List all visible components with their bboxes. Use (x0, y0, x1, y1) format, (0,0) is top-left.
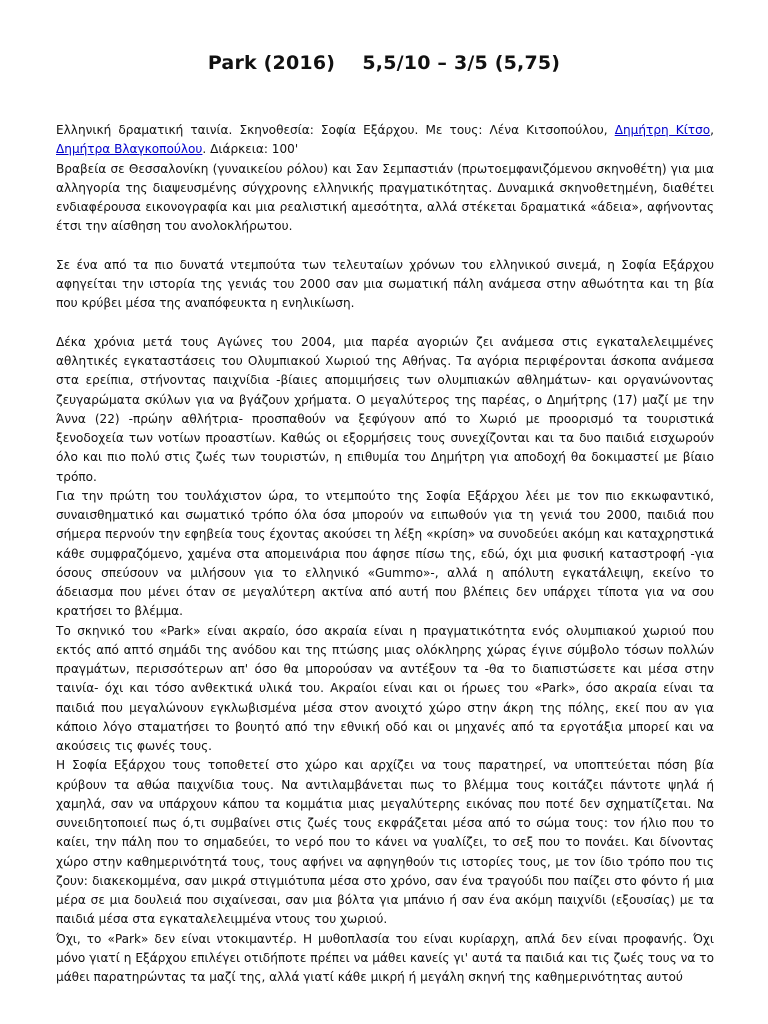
paragraph-gap (56, 314, 714, 333)
credits-text: Ελληνική δραματική ταινία. Σκηνοθεσία: Σοφία Εξάρχου. Με τους: Λένα Κιτσοπούλου, (56, 123, 615, 137)
review-paragraph: Όχι, το «Park» δεν είναι ντοκιμαντέρ. Η μυθοπλασία του είναι κυρίαρχη, απλά δεν είναι προφανής. Όχι μόνο γιατί η Εξάρχου επιλέγει οτιδήποτε πρέπει να μάθει κανείς γι' αυτά τα παιδιά και τις ζωές τους να το μάθει παρατηρώντας τα μαζί της, αλλά γιατί κάθε μικρή ή μεγάλη σκηνή της καθημερινότητας αυτού (56, 931, 714, 984)
review-paragraph: Η Σοφία Εξάρχου τους τοποθετεί στο χώρο και αρχίζει να τους παρατηρεί, να υποπτεύεται πόση βία κρύβουν τα αθώα παιχνίδια τους. Να αντιλαμβάνεται πως το βλέμμα τους κοιτάζει πάντοτε ψηλά ή χαμηλά, σαν να υπάρχουν κάπου τα κομμάτια μιας μεγαλύτερης εικόνας που ποτέ δεν σχηματίζεται. Να συνειδητοποιεί πως ό,τι συμβαίνει στις ζωές τους εκφράζεται μέσα από το σώμα τους: τον ήλιο που το καίει, την πάλη που το σημαδεύει, το νερό που το κάνει να γυαλίζει, το σεξ που το πονάει. Και δίνοντας χώρο στην καθημερινότητά τους, τους αφήνει να αφηγηθούν τις ιστορίες τους, με τον ίδιο τρόπο που τις ζουν: διακεκομμένα, σαν μικρά στιγμιότυπα μέσα στο χρόνο, σαν ένα τραγούδι που παίζει στο φόντο ή μια μέρα σε μια δουλειά που σιχαίνεσαι, σαν μια βόλτα για μπάνιο ή σαν ένα ακόμη παιχνίδι (εξουσίας) με τα παιδιά μέσα στα εγκαταλελειμμένα ντους του χωριού. (56, 758, 714, 927)
summary-paragraph: Βραβεία σε Θεσσαλονίκη (γυναικείου ρόλου) και Σαν Σεμπαστιάν (πρωτοεμφανιζόμενου σκηνοθέτη) για μια αλληγορία της διαψευσμένης σύγχρονης ελληνικής πραγματικότητας. Δυναμικά σκηνοθετημένη, διαθέτει ενδιαφέρουσα εικονογραφία και μια ρεαλιστική αμεσότητα, αλλά στέκεται δραματικά «άδεια», αφήνοντας έτσι την αίσθηση του ανολοκλήρωτου. (56, 161, 714, 234)
review-body (56, 121, 714, 987)
page-title: Park (2016) 5,5/10 – 3/5 (5,75) (207, 52, 561, 74)
plot-paragraph: Δέκα χρόνια μετά τους Αγώνες του 2004, μια παρέα αγοριών ζει ανάμεσα στις εγκαταλελειμμένες αθλητικές εγκαταστάσεις του Ολυμπιακού Χωριού της Αθήνας. Τα αγόρια περιφέρονται άσκοπα ανάμεσα στα ερείπια, στήνοντας παιχνίδια -βίαιες απομιμήσεις των ολυμπιακών αθλημάτων- και οργανώνοντας ζευγαρώματα σκύλων για να βγάζουν χρήματα. Ο μεγαλύτερος της παρέας, ο Δημήτρης (17) μαζί με την Άννα (22) -πρώην αθλήτρια- προσπαθούν να ξεφύγουν από το Χωριό με προορισμό τα τουριστικά ξενοδοχεία των νοτίων προαστίων. Καθώς οι εξορμήσεις τους συνεχίζονται και τα δυο παιδιά εισχωρούν όλο και πιο πολύ στις ζωές των τουριστών, η επιθυμία του Δημήτρη για αποδοχή θα δοκιμαστεί με βίαιο τρόπο. (56, 334, 714, 484)
credits-separator: , (710, 123, 714, 137)
credits-line (56, 121, 714, 160)
review-paragraph: Για την πρώτη του τουλάχιστον ώρα, το ντεμπούτο της Σοφία Εξάρχου λέει με τον πιο εκκωφαντικό, συναισθηματικό και σωματικό τρόπο όλα όσα μπορούν να ειπωθούν για τη γενιά του 2000, παιδιά που σήμερα περνούν την εφηβεία τους έχοντας ακούσει τη λέξη «κρίση» να συνοδεύει ακόμη και καταχρηστικά κάθε συμφραζόμενο, χαμένα στα απομεινάρια που άφησε πίσω της, εδώ, όχι μια φυσική καταστροφή -για όσους σπεύσουν να μιλήσουν για το ελληνικό «Gummo»-, αλλά η απόλυτη εγκατάλειψη, εκείνο το άδειασμα που μένει όταν σε μεγαλύτερη ακτίνα από αυτή που βλέπεις δεν υπάρχει τίποτα για να σου κρατήσει το βλέμμα. (56, 488, 714, 619)
actor-link-dimitra-vlagkopoulou[interactable]: Δημήτρα Βλαγκοπούλου (56, 142, 203, 157)
review-paragraph: Το σκηνικό του «Park» είναι ακραίο, όσο ακραία είναι η πραγματικότητα ενός ολυμπιακού χωριού που εκτός από απτό σημάδι της ανόδου και της πτώσης μιας ολόκληρης χώρας έγινε σύμβολο τόσων πολλών πραγμάτων, περισσότερων απ' όσο θα μπορούσαν να αντέξουν τα -θα το διαπιστώσετε και μέσα στην ταινία- όχι και τόσο ανθεκτικά υλικά του. Ακραίοι είναι και οι ήρωες του «Park», όσο ακραία είναι τα παιδιά που μεγαλώνουν εγκλωβισμένα μέσα στον ανοιχτό χώρο στην άκρη της πόλης, εκεί που αν για κάποιο λόγο σταματήσει το βουητό από την εθνική οδό και οι μηχανές από τα εργοτάξια μπορεί και να ακούσεις τις φωνές τους. (56, 623, 714, 753)
credits-duration: . Διάρκεια: 100' (202, 142, 299, 157)
actor-link-dimitris-kitsos[interactable]: Δημήτρη Κίτσο (614, 123, 711, 137)
intro-paragraph: Σε ένα από τα πιο δυνατά ντεμπούτα των τελευταίων χρόνων του ελληνικού σινεμά, η Σοφία Εξάρχου αφηγείται την ιστορία της γενιάς του 2000 σαν μια σωματική πάλη ανάμεσα στην αθωότητα και τη βία που κρύβει μέσα της αναπόφευκτα η ενηλικίωση. (56, 257, 714, 311)
paragraph-gap (56, 237, 714, 256)
